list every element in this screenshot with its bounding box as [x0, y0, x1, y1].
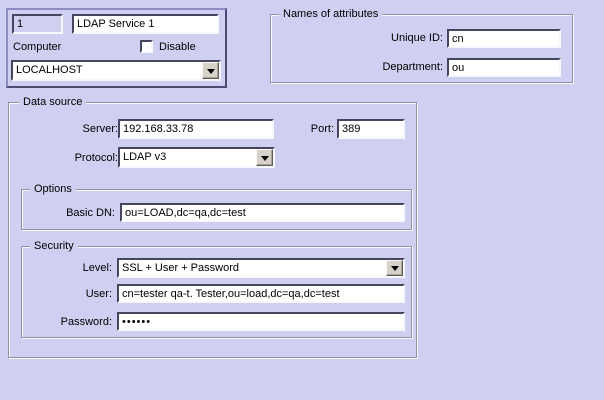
- data-source-title: Data source: [19, 96, 86, 108]
- disable-checkbox[interactable]: [140, 40, 153, 53]
- security-title: Security: [30, 240, 78, 252]
- department-field[interactable]: ou: [447, 58, 561, 77]
- service-header-panel: [6, 8, 227, 88]
- computer-dropdown-button[interactable]: [202, 62, 219, 79]
- department-label: Department:: [382, 61, 443, 73]
- security-group: [21, 240, 412, 338]
- computer-label: Computer: [13, 41, 62, 53]
- server-field[interactable]: 192.168.33.78: [118, 119, 274, 139]
- basic-dn-field[interactable]: ou=LOAD,dc=qa,dc=test: [120, 203, 405, 222]
- options-title: Options: [30, 183, 76, 195]
- computer-select[interactable]: [11, 60, 221, 81]
- user-field[interactable]: cn=tester qa-t. Tester,ou=load,dc=qa,dc=test: [117, 284, 405, 303]
- password-field[interactable]: ••••••: [117, 312, 405, 331]
- names-of-attributes-group: [270, 8, 573, 83]
- level-label: Level:: [82, 262, 112, 274]
- password-label: Password:: [60, 316, 112, 328]
- service-index-field: 1: [12, 14, 63, 34]
- basic-dn-label: Basic DN:: [66, 207, 115, 219]
- disable-label: Disable: [159, 41, 196, 53]
- level-select-value: SSL + User + Password: [122, 262, 239, 274]
- server-label: Server:: [82, 123, 118, 135]
- level-select[interactable]: [117, 258, 405, 278]
- service-name-field[interactable]: LDAP Service 1: [72, 14, 219, 34]
- user-label: User:: [85, 288, 112, 300]
- protocol-label: Protocol:: [74, 152, 118, 164]
- protocol-dropdown-button[interactable]: [256, 149, 273, 166]
- computer-select-value: LOCALHOST: [16, 64, 83, 76]
- chevron-down-icon: [261, 156, 269, 161]
- protocol-select-value: LDAP v3: [123, 151, 167, 163]
- unique-id-label: Unique ID:: [391, 32, 443, 44]
- port-field[interactable]: 389: [337, 119, 405, 139]
- chevron-down-icon: [207, 69, 215, 74]
- chevron-down-icon: [391, 266, 399, 271]
- data-source-group: [8, 96, 417, 358]
- names-of-attributes-title: Names of attributes: [279, 8, 382, 20]
- level-dropdown-button[interactable]: [386, 260, 403, 276]
- unique-id-field[interactable]: cn: [447, 29, 561, 48]
- protocol-select[interactable]: [118, 147, 275, 168]
- port-label: Port:: [310, 123, 334, 135]
- options-group: [21, 183, 412, 230]
